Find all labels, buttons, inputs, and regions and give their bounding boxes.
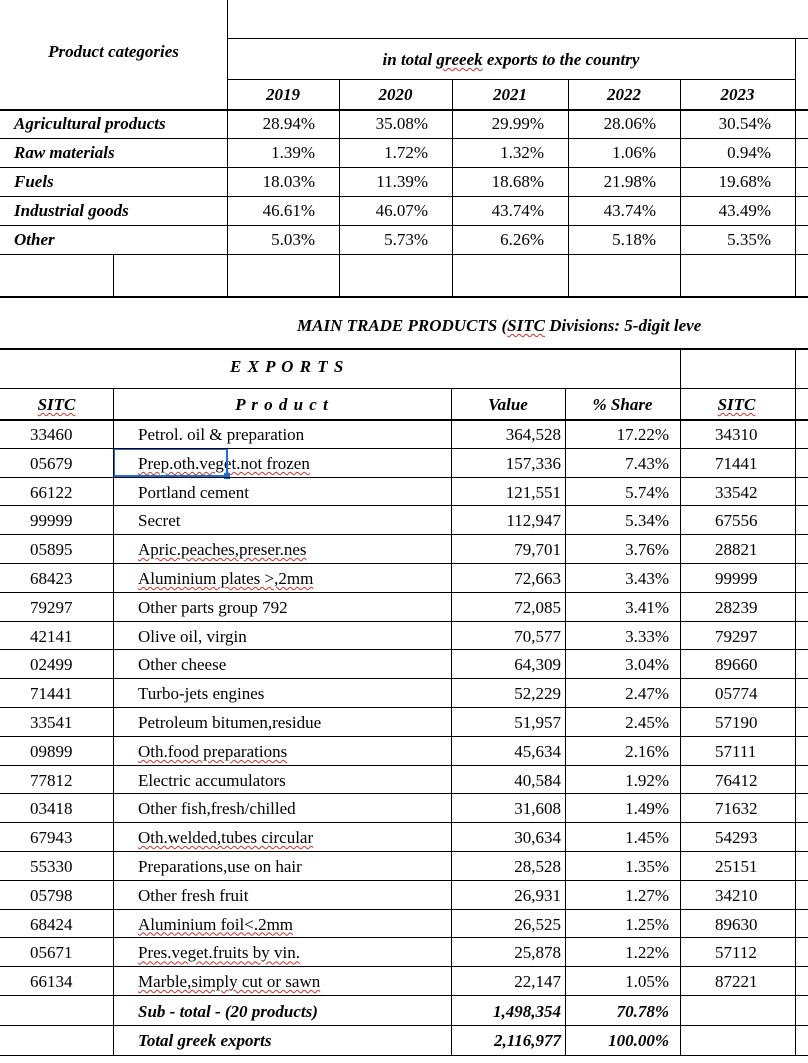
subtotal-label[interactable]: Sub - total - (20 products) bbox=[138, 1002, 318, 1021]
grid-line bbox=[0, 995, 808, 996]
year-header[interactable]: 2023 bbox=[720, 85, 755, 104]
sitc-code[interactable]: 05798 bbox=[30, 885, 73, 905]
category-share-cell[interactable]: 18.68% bbox=[491, 172, 544, 191]
export-value[interactable]: 45,634 bbox=[514, 741, 561, 761]
export-value[interactable]: 157,336 bbox=[505, 453, 561, 473]
export-share[interactable]: 1.92% bbox=[625, 770, 669, 790]
export-share[interactable]: 2.16% bbox=[625, 741, 669, 761]
grid-line bbox=[0, 851, 808, 852]
total-label-text: Total greek exports bbox=[138, 1031, 272, 1050]
sitc-code[interactable]: 99999 bbox=[30, 511, 73, 531]
export-value[interactable]: 26,931 bbox=[514, 885, 561, 905]
year-header[interactable]: 2019 bbox=[266, 85, 300, 104]
sitc-code-right[interactable]: 28239 bbox=[715, 597, 758, 617]
export-share[interactable]: 5.34% bbox=[625, 511, 669, 531]
grid-line bbox=[0, 736, 808, 737]
exports-heading[interactable]: E X P O R T S bbox=[230, 357, 345, 376]
product-name[interactable]: Other fresh fruit bbox=[138, 885, 249, 905]
grid-line bbox=[339, 254, 340, 296]
category-share-cell[interactable]: 28.06% bbox=[603, 114, 656, 133]
category-share-cell[interactable]: 5.73% bbox=[384, 230, 428, 249]
product-name[interactable]: Turbo-jets engines bbox=[138, 684, 265, 704]
product-name[interactable]: Aluminium plates >,2mm bbox=[138, 569, 314, 588]
product-name[interactable]: Oth.welded,tubes circular bbox=[138, 828, 314, 848]
sitc-code[interactable]: 05895 bbox=[30, 540, 73, 560]
product-name[interactable]: Pres.veget.fruits by vin. bbox=[138, 943, 300, 963]
grid-line bbox=[227, 0, 228, 109]
grid-line bbox=[680, 79, 681, 109]
grid-line bbox=[227, 79, 795, 80]
sitc-code-right[interactable]: 28821 bbox=[715, 540, 758, 560]
subtitle-suffix: exports to the country bbox=[482, 50, 640, 69]
export-share[interactable]: 1.27% bbox=[625, 885, 669, 905]
sitc-code[interactable]: 05679 bbox=[30, 453, 73, 473]
sitc-code-right[interactable]: 71441 bbox=[715, 453, 758, 473]
grid-line bbox=[0, 678, 808, 679]
grid-line bbox=[568, 109, 569, 255]
grid-line bbox=[0, 1055, 808, 1056]
grid-line bbox=[0, 448, 808, 449]
export-share[interactable]: 3.04% bbox=[625, 655, 669, 675]
export-share[interactable]: 1.05% bbox=[625, 972, 669, 992]
product-categories-header[interactable]: Product categories bbox=[48, 42, 179, 61]
sitc-code-right[interactable]: 05774 bbox=[715, 684, 758, 704]
grid-line bbox=[0, 388, 808, 389]
col-header-product[interactable]: P r o d u c t bbox=[235, 395, 329, 414]
year-header[interactable]: 2022 bbox=[607, 85, 641, 104]
product-name[interactable]: Petrol. oil & preparation bbox=[138, 425, 305, 444]
export-share[interactable]: 5.74% bbox=[625, 482, 669, 502]
grid-line bbox=[451, 388, 452, 1056]
product-name[interactable]: Electric accumulators bbox=[138, 770, 286, 790]
export-value[interactable]: 52,229 bbox=[514, 684, 561, 704]
export-value[interactable]: 121,551 bbox=[505, 482, 561, 502]
category-share-cell[interactable]: 18.03% bbox=[262, 172, 315, 191]
category-share-cell[interactable]: 1.39% bbox=[271, 143, 315, 162]
grid-line bbox=[568, 79, 569, 109]
grid-line bbox=[0, 649, 808, 650]
selected-cell[interactable] bbox=[113, 448, 228, 477]
grid-line bbox=[0, 621, 808, 622]
category-share-cell[interactable]: 30.54% bbox=[718, 114, 771, 133]
grid-line bbox=[795, 109, 796, 255]
grid-line bbox=[0, 419, 808, 421]
export-share[interactable]: 3.43% bbox=[625, 569, 669, 588]
grid-line bbox=[0, 563, 808, 564]
col-header-share[interactable]: % Share bbox=[592, 395, 653, 414]
sitc-code[interactable]: 09899 bbox=[30, 741, 73, 761]
total-value[interactable]: 2,116,977 bbox=[493, 1031, 561, 1050]
grid-line bbox=[113, 388, 114, 1056]
grid-line bbox=[0, 793, 808, 794]
export-share[interactable]: 2.47% bbox=[625, 684, 669, 704]
product-name[interactable]: Other fish,fresh/chilled bbox=[138, 799, 296, 819]
grid-line bbox=[0, 707, 808, 708]
export-share[interactable]: 7.43% bbox=[625, 453, 669, 473]
sitc-code[interactable]: 79297 bbox=[30, 597, 73, 617]
category-share-cell[interactable]: 1.06% bbox=[612, 143, 656, 162]
sitc-code[interactable]: 05671 bbox=[30, 943, 73, 963]
grid-line bbox=[0, 505, 808, 506]
export-value[interactable]: 79,701 bbox=[514, 540, 561, 560]
grid-line bbox=[0, 822, 808, 823]
export-value[interactable]: 72,663 bbox=[514, 569, 561, 588]
grid-line bbox=[795, 388, 796, 1056]
sitc-code[interactable]: 68423 bbox=[30, 569, 73, 588]
category-share-cell[interactable]: 46.61% bbox=[262, 201, 315, 220]
subtitle-squiggle: greeek bbox=[436, 50, 483, 69]
sitc-code-right[interactable]: 34310 bbox=[715, 425, 758, 444]
grid-line bbox=[0, 225, 808, 226]
product-name[interactable]: Apric.peaches,preser.nes bbox=[138, 540, 307, 560]
grid-line bbox=[339, 109, 340, 255]
col-header-sitc[interactable]: SITC bbox=[37, 395, 76, 414]
total-share[interactable]: 100.00% bbox=[608, 1031, 669, 1050]
sitc-code[interactable]: 68424 bbox=[30, 914, 73, 934]
category-share-cell[interactable]: 5.35% bbox=[727, 230, 771, 249]
sitc-code-right[interactable]: 87221 bbox=[715, 972, 758, 992]
grid-line bbox=[0, 109, 808, 111]
sitc-code[interactable]: 42141 bbox=[30, 626, 73, 646]
product-name[interactable]: Olive oil, virgin bbox=[138, 626, 247, 646]
category-share-cell[interactable]: 19.68% bbox=[718, 172, 771, 191]
sitc-code[interactable]: 77812 bbox=[30, 770, 73, 790]
category-share-cell[interactable]: 28.94% bbox=[262, 114, 315, 133]
sitc-code[interactable]: 03418 bbox=[30, 799, 73, 819]
title-suffix: Divisions: 5-digit leve bbox=[544, 316, 702, 335]
year-header[interactable]: 2021 bbox=[493, 85, 527, 104]
export-share[interactable]: 1.49% bbox=[625, 799, 669, 819]
sitc-code[interactable]: 55330 bbox=[30, 857, 73, 876]
grid-line bbox=[0, 966, 808, 967]
export-value[interactable]: 364,528 bbox=[505, 425, 561, 444]
product-name[interactable]: Secret bbox=[138, 511, 181, 531]
product-name[interactable]: Oth.food preparations bbox=[138, 741, 288, 761]
grid-line bbox=[0, 909, 808, 910]
category-share-cell[interactable]: 1.72% bbox=[384, 143, 428, 162]
grid-line bbox=[339, 79, 340, 109]
grid-line bbox=[0, 196, 808, 197]
export-value[interactable]: 28,528 bbox=[514, 857, 561, 876]
category-share-cell[interactable]: 43.74% bbox=[491, 201, 544, 220]
grid-line bbox=[452, 109, 453, 255]
grid-line bbox=[452, 254, 453, 296]
export-value[interactable]: 26,525 bbox=[514, 914, 561, 934]
export-share[interactable]: 3.41% bbox=[625, 597, 669, 617]
sitc-code[interactable]: 67943 bbox=[30, 828, 73, 848]
grid-line bbox=[0, 880, 808, 881]
sitc-code-right[interactable]: 57112 bbox=[715, 943, 757, 963]
sitc-code-right[interactable]: 57111 bbox=[715, 741, 757, 761]
export-share[interactable]: 3.33% bbox=[625, 626, 669, 646]
export-value[interactable]: 112,947 bbox=[506, 511, 561, 531]
grid-line bbox=[0, 348, 808, 350]
sitc-code[interactable]: 33460 bbox=[30, 425, 73, 444]
category-label[interactable]: Agricultural products bbox=[14, 114, 166, 133]
col-header-sitc-right[interactable]: SITC bbox=[717, 395, 756, 414]
product-name[interactable]: Portland cement bbox=[138, 482, 249, 502]
grid-line bbox=[0, 937, 808, 938]
category-share-cell[interactable]: 35.08% bbox=[375, 114, 428, 133]
category-share-cell[interactable]: 11.39% bbox=[376, 172, 428, 191]
product-name[interactable]: Petroleum bitumen,residue bbox=[138, 713, 322, 732]
product-name[interactable]: Other cheese bbox=[138, 655, 227, 675]
export-value[interactable]: 31,608 bbox=[514, 799, 561, 819]
grid-line bbox=[227, 109, 228, 255]
export-value[interactable]: 25,878 bbox=[514, 943, 561, 963]
category-label[interactable]: Industrial goods bbox=[14, 201, 129, 220]
grid-line bbox=[0, 534, 808, 535]
export-value[interactable]: 51,957 bbox=[514, 713, 561, 732]
export-value[interactable]: 30,634 bbox=[514, 828, 561, 848]
grid-line bbox=[0, 477, 808, 478]
export-value[interactable]: 70,577 bbox=[514, 626, 561, 646]
grid-line bbox=[0, 296, 808, 298]
col-header-value[interactable]: Value bbox=[488, 395, 528, 414]
category-share-cell[interactable]: 43.49% bbox=[718, 201, 771, 220]
category-share-cell[interactable]: 29.99% bbox=[491, 114, 544, 133]
category-share-cell[interactable]: 43.74% bbox=[603, 201, 656, 220]
subtotal-share[interactable]: 70.78% bbox=[616, 1002, 669, 1021]
grid-line bbox=[0, 1025, 808, 1026]
product-name[interactable]: Preparations,use on hair bbox=[138, 857, 302, 876]
grid-line bbox=[113, 254, 114, 296]
sitc-code-right[interactable]: 79297 bbox=[715, 626, 758, 646]
category-share-cell[interactable]: 5.18% bbox=[612, 230, 656, 249]
sitc-code-right[interactable]: 76412 bbox=[715, 770, 758, 790]
product-name[interactable]: Marble,simply cut or sawn bbox=[138, 972, 321, 992]
sitc-code-right[interactable]: 71632 bbox=[715, 799, 758, 819]
main-trade-products-title[interactable] bbox=[297, 312, 701, 340]
export-share[interactable]: 1.35% bbox=[625, 857, 669, 876]
export-value[interactable]: 64,309 bbox=[514, 655, 561, 675]
sitc-code-right[interactable]: 34210 bbox=[715, 885, 758, 905]
grid-line bbox=[0, 765, 808, 766]
sitc-code-right[interactable]: 57190 bbox=[715, 713, 758, 732]
title-prefix: MAIN TRADE PRODUCTS ( bbox=[297, 316, 508, 335]
grid-line bbox=[227, 254, 228, 296]
sitc-code-right[interactable]: 89630 bbox=[715, 914, 758, 934]
grid-line bbox=[680, 109, 681, 255]
product-name[interactable]: Prep.oth.veget.not frozen bbox=[138, 453, 310, 473]
grid-line bbox=[795, 254, 796, 296]
title-squiggle: SITC bbox=[507, 316, 545, 335]
category-share-cell[interactable]: 0.94% bbox=[727, 143, 771, 162]
export-value[interactable]: 40,584 bbox=[514, 770, 561, 790]
grid-line bbox=[680, 388, 681, 1056]
product-name[interactable]: Aluminium foil<.2mm bbox=[138, 914, 294, 934]
grid-line bbox=[0, 167, 808, 168]
grid-line bbox=[568, 254, 569, 296]
product-name[interactable]: Other parts group 792 bbox=[138, 597, 288, 617]
grid-line bbox=[565, 388, 566, 1056]
sitc-code-right[interactable]: 33542 bbox=[715, 482, 758, 502]
grid-line bbox=[452, 79, 453, 109]
export-share[interactable]: 17.22% bbox=[616, 425, 669, 444]
category-share-cell[interactable]: 1.32% bbox=[500, 143, 544, 162]
category-share-cell[interactable]: 5.03% bbox=[271, 230, 315, 249]
export-value[interactable]: 22,147 bbox=[514, 972, 561, 992]
category-share-cell[interactable]: 46.07% bbox=[375, 201, 428, 220]
total-label[interactable] bbox=[138, 1027, 271, 1055]
subtitle-prefix: in total bbox=[382, 50, 437, 69]
export-share[interactable]: 1.22% bbox=[625, 943, 669, 963]
export-share[interactable]: 1.25% bbox=[625, 914, 669, 934]
category-label[interactable]: Raw materials bbox=[14, 143, 115, 162]
sitc-code-right[interactable]: 89660 bbox=[715, 655, 758, 675]
sitc-code[interactable]: 66134 bbox=[30, 972, 73, 992]
sitc-code[interactable]: 71441 bbox=[30, 684, 73, 704]
grid-line bbox=[795, 38, 796, 109]
grid-line bbox=[0, 254, 808, 255]
export-share[interactable]: 3.76% bbox=[625, 540, 669, 560]
category-share-cell[interactable]: 21.98% bbox=[603, 172, 656, 191]
category-label[interactable]: Fuels bbox=[14, 172, 54, 191]
sitc-code-right[interactable]: 25151 bbox=[715, 857, 758, 876]
sitc-code[interactable]: 02499 bbox=[30, 655, 73, 675]
grid-line bbox=[0, 592, 808, 593]
sitc-code[interactable]: 66122 bbox=[30, 482, 73, 502]
subtotal-value[interactable]: 1,498,354 bbox=[493, 1002, 561, 1021]
category-label[interactable]: Other bbox=[14, 230, 55, 249]
exports-share-header[interactable] bbox=[227, 46, 795, 74]
year-header[interactable]: 2020 bbox=[378, 85, 413, 104]
export-share[interactable]: 1.45% bbox=[625, 828, 669, 848]
grid-line bbox=[227, 38, 808, 39]
sitc-code-right[interactable]: 99999 bbox=[715, 569, 758, 588]
sitc-code[interactable]: 33541 bbox=[30, 713, 73, 732]
export-value[interactable]: 72,085 bbox=[514, 597, 561, 617]
export-share[interactable]: 2.45% bbox=[625, 713, 669, 732]
grid-line bbox=[680, 254, 681, 296]
grid-line bbox=[0, 138, 808, 139]
sitc-code-right[interactable]: 67556 bbox=[715, 511, 758, 531]
sitc-code-right[interactable]: 54293 bbox=[715, 828, 758, 848]
category-share-cell[interactable]: 6.26% bbox=[500, 230, 544, 249]
